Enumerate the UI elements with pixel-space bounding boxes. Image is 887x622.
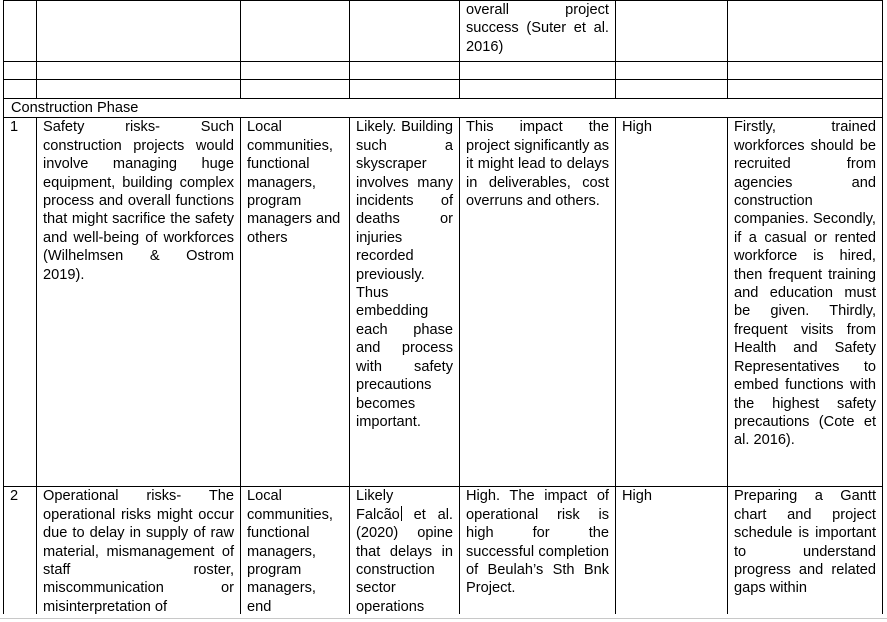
table-cell (616, 62, 728, 80)
impact: This impact the project significantly as it might lead to delays in deliverables, cost overruns and others. (460, 118, 616, 487)
row-number: 1 (4, 118, 37, 487)
table-cell (241, 80, 350, 99)
table-cell (37, 1, 241, 62)
table-cell (728, 80, 883, 99)
table-row-continuation (4, 1, 883, 62)
likelihood-text-after-cursor: et al. (2020) opine that delays in construction sector operations (356, 506, 453, 614)
likelihood: Likely. Building such a skyscraper involves many incidents of deaths or injuries recorded previously. Thus embedding each phase and process with safety precautions becomes important. (350, 118, 460, 487)
likelihood-label: Likely (356, 488, 394, 505)
impact-cell: overall project success (Suter et al. 2016) (460, 1, 616, 62)
table-row (4, 118, 883, 487)
mitigation: Preparing a Gantt chart and project schedule is important to understand progress and related gaps within (728, 487, 883, 614)
risk-register-table-viewport (3, 0, 885, 614)
table-cell (4, 62, 37, 80)
risk-description: Operational risks- The operational risks might occur due to delay in supply of raw material, mismanagement of staff roster, miscommunication or misinterpretation of (37, 487, 241, 614)
table-row (4, 487, 883, 614)
risk-rating: High (616, 487, 728, 614)
mitigation: Firstly, trained workforces should be recruited from agencies and construction companies. Secondly, if a casual or rented workforce is hired, then frequent training and education must be given. Thirdly, frequent visits from Health and Safety Representatives to embed functions with the highest safety precautions (Cote et al. 2016). (728, 118, 883, 487)
table-cell (350, 1, 460, 62)
likelihood (350, 487, 460, 614)
risk-description: Safety risks- Such construction projects would involve managing huge equipment, building complex process and overall functions that might sacrifice the safety and well-being of workforces (Wilhelmsen & Ostrom 2019). (37, 118, 241, 487)
page-bottom-edge (0, 618, 887, 619)
table-cell (37, 62, 241, 80)
table-cell (460, 62, 616, 80)
table-cell (616, 80, 728, 99)
table-row-empty (4, 62, 883, 80)
impact: High. The impact of operational risk is high for the successful completion of Beulah’s Sth Bnk Project. (460, 487, 616, 614)
table-cell (241, 62, 350, 80)
phase-heading-row (4, 99, 883, 118)
table-cell (728, 1, 883, 62)
table-cell (728, 62, 883, 80)
row-number: 2 (4, 487, 37, 614)
table-cell (4, 1, 37, 62)
table-cell (460, 80, 616, 99)
phase-heading: Construction Phase (4, 99, 883, 118)
table-cell (4, 80, 37, 99)
table-cell (350, 62, 460, 80)
stakeholders: Local communities, functional managers, program managers and others (241, 118, 350, 487)
table-cell (37, 80, 241, 99)
risk-rating: High (616, 118, 728, 487)
table-cell (616, 1, 728, 62)
table-cell (241, 1, 350, 62)
table-row-empty (4, 80, 883, 99)
table-cell (350, 80, 460, 99)
stakeholders: Local communities, functional managers, program managers, end (241, 487, 350, 614)
likelihood-text-before-cursor: Falcão (356, 506, 400, 523)
risk-register-table (3, 0, 883, 614)
